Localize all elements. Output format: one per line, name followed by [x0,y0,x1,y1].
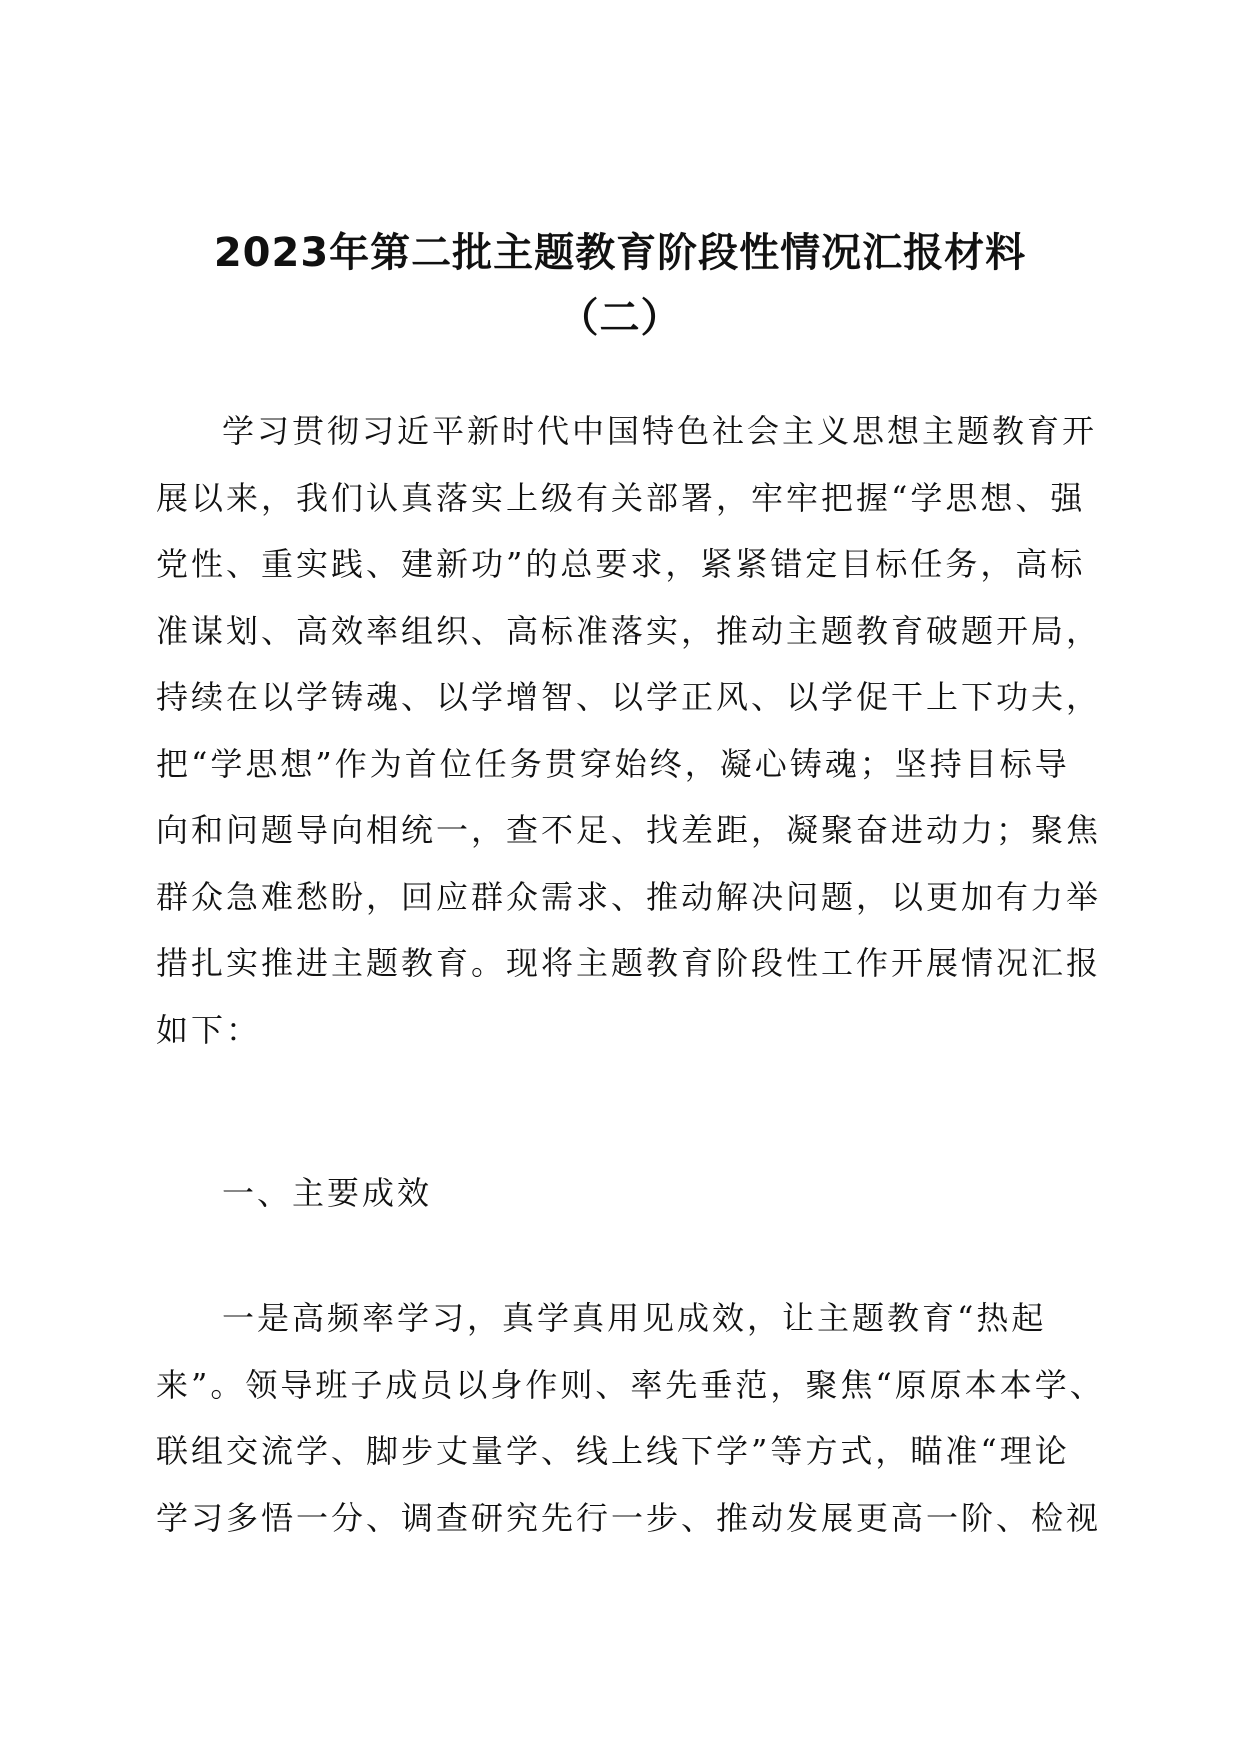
section-heading [156,1160,1076,1227]
section1-paragraph [156,1285,1105,1551]
document-title-subtitle: （二） [558,295,682,341]
paragraph-line: 持续在以学铸魂、以学增智、以学正风、以学促干上下功夫， [156,678,1102,716]
paragraph-line: 来”。领导班子成员以身作则、率先垂范，聚焦“原原本本学、 [156,1365,1105,1404]
paragraph-line: 如下： [156,1010,262,1049]
paragraph-line: 学习贯彻习近平新时代中国特色社会主义思想主题教育开 [222,412,1098,450]
paragraph-line: 学习多悟一分、调查研究先行一步、推动发展更高一阶、检视 [156,1498,1102,1537]
paragraph-line: 把“学思想”作为首位任务贯穿始终，凝心铸魂；坚持目标导 [156,744,1070,783]
paragraph-line: 群众急难愁盼，回应群众需求、推动解决问题，以更加有力举 [156,877,1102,916]
paragraph-line: 联组交流学、脚步丈量学、线上线下学”等方式，瞄准“理论 [156,1432,1070,1470]
paragraph-line: 向和问题导向相统一，查不足、找差距，凝聚奋进动力；聚焦 [156,811,1102,849]
section-heading-text: 一、主要成效 [222,1174,433,1212]
paragraph-line: 措扎实推进主题教育。现将主题教育阶段性工作开展情况汇报 [156,944,1102,982]
paragraph-line: 一是高频率学习，真学真用见成效，让主题教育“热起 [222,1299,1047,1337]
paragraph-line: 准谋划、高效率组织、高标准落实，推动主题教育破题开局， [156,611,1102,650]
intro-paragraph [156,398,1102,1063]
paragraph-line: 展以来，我们认真落实上级有关部署，牢牢把握“学思想、强 [156,478,1086,517]
document-title: 2023年第二批主题教育阶段性情况汇报材料 [213,230,1027,276]
paragraph-line: 党性、重实践、建新功”的总要求，紧紧错定目标任务，高标 [156,545,1086,583]
